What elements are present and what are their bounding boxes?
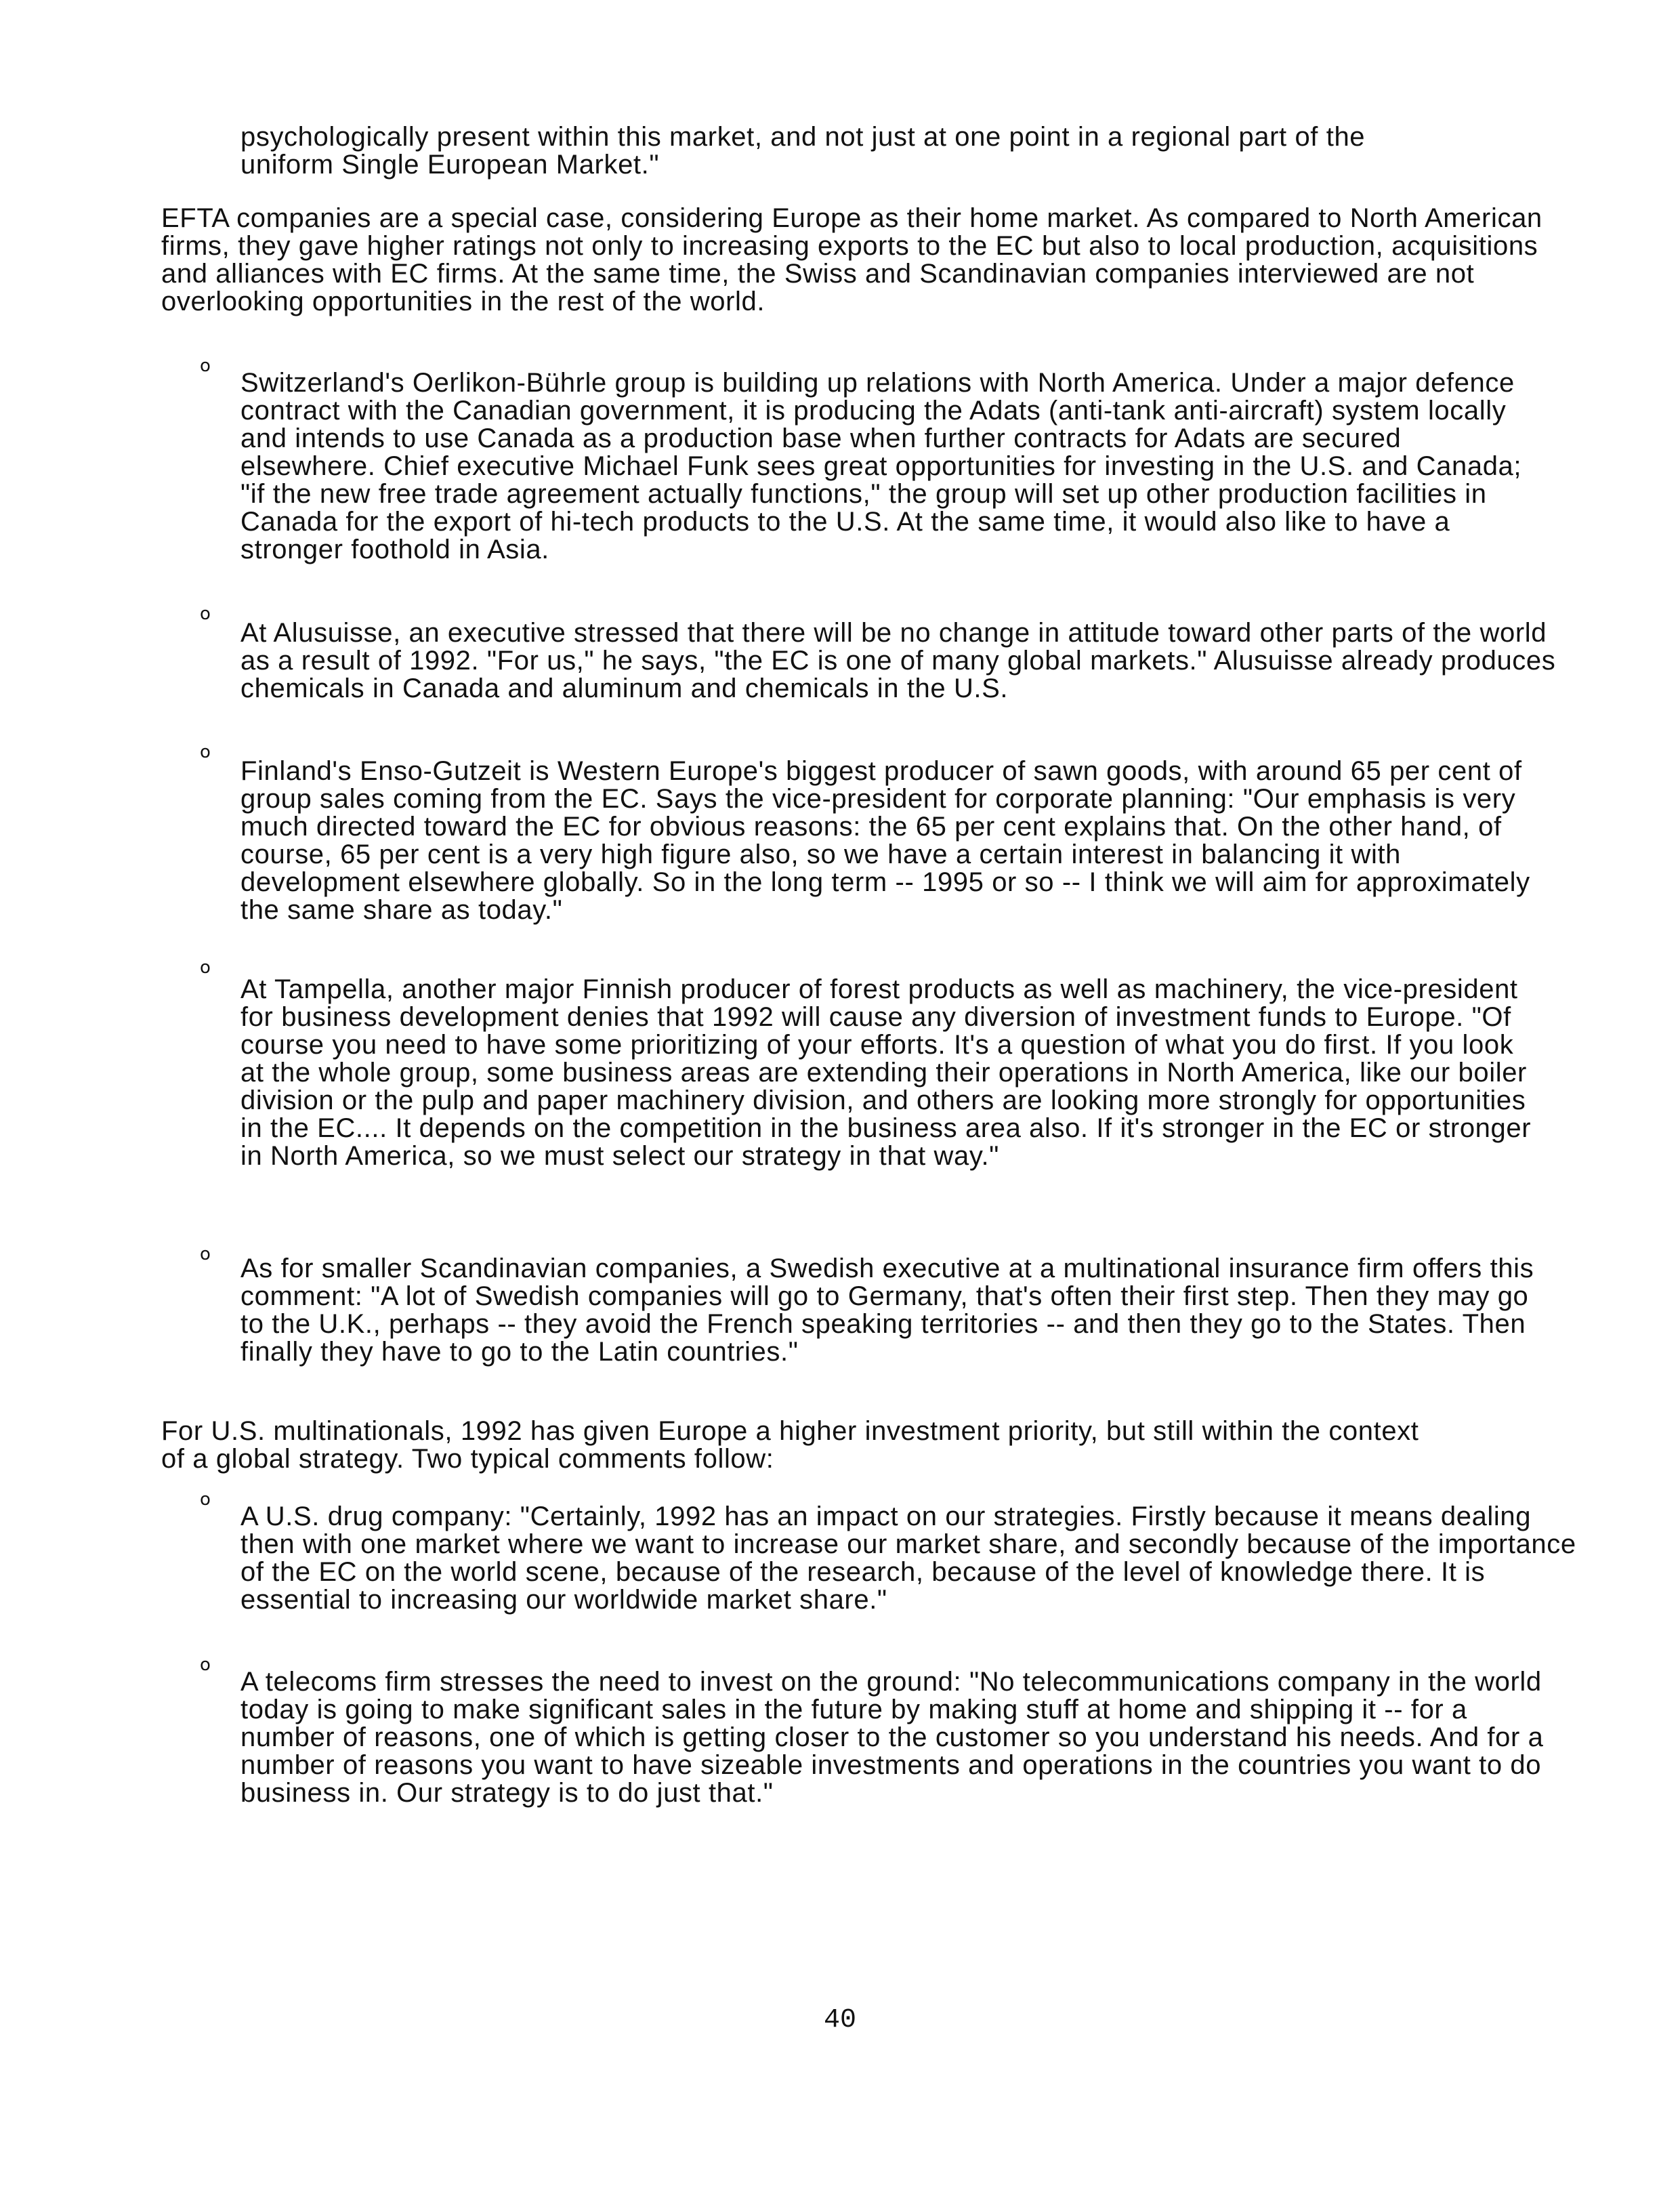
bullet-us-drug-company: A U.S. drug company: "Certainly, 1992 has an impact on our strategies. Firstly because it means dealing then with one market where we want to increase our market share, and secondly because of the importance of the EC on the world scene, because of the research, because of the level of knowledge there. It is essential to increasing our worldwide market share." <box>240 1502 1576 1615</box>
intro-continuation-paragraph: psychologically present within this market, and not just at one point in a regional part of the uniform Single European Market." <box>240 122 1366 180</box>
bullet-swedish-insurance: As for smaller Scandinavian companies, a Swedish executive at a multinational insurance firm offers this comment: "A lot of Swedish companies will go to Germany, that's often their first step. Then they may go to the U.K., perhaps -- they avoid the French speaking territories -- and then they go to the States. Then finally they have to go to the Latin countries." <box>240 1254 1534 1367</box>
page-number: 40 <box>823 2005 856 2035</box>
bullet-enso-gutzeit: Finland's Enso-Gutzeit is Western Europe's biggest producer of sawn goods, with around 65 per cent of group sales coming from the EC. Says the vice-president for corporate planning: "Our emphasis is very much directed toward the EC for obvious reasons: the 65 per cent explains that. On the other hand, of course, 65 per cent is a very high figure also, so we have a certain interest in balancing it with development elsewhere globally. So in the long term -- 1995 or so -- I think we will aim for approximately the same share as today." <box>240 756 1530 925</box>
bullet-marker: o <box>200 356 211 376</box>
efta-paragraph: EFTA companies are a special case, considering Europe as their home market. As compared to North American firms, they gave higher ratings not only to increasing exports to the EC but also to local production, acquisitions and alliances with EC firms. At the same time, the Swiss and Scandinavian companies interviewed are not overlooking opportunities in the rest of the world. <box>161 203 1542 316</box>
bullet-oerlikon-buhrle: Switzerland's Oerlikon-Bührle group is building up relations with North America. Under a major defence contract with the Canadian government, it is producing the Adats (anti-tank anti-aircraft) system locally and intends to use Canada as a production base when further contracts for Adats are secured elsewhere. Chief executive Michael Funk sees great opportunities for investing in the U.S. and Canada; "if the new free trade agreement actually functions," the group will set up other production facilities in Canada for the export of hi-tech products to the U.S. At the same time, it would also like to have a stronger foothold in Asia. <box>240 368 1522 564</box>
us-paragraph: For U.S. multinationals, 1992 has given Europe a higher investment priority, but still within the context of a global strategy. Two typical comments follow: <box>161 1416 1419 1474</box>
bullet-marker: o <box>200 1489 211 1510</box>
bullet-alusuisse: At Alusuisse, an executive stressed that there will be no change in attitude toward other parts of the world as a result of 1992. "For us," he says, "the EC is one of many global markets." Alusuisse already produces chemicals in Canada and aluminum and chemicals in the U.S. <box>240 618 1556 703</box>
bullet-tampella: At Tampella, another major Finnish producer of forest products as well as machinery, the vice-president for business development denies that 1992 will cause any diversion of investment funds to Europe. "Of course you need to have some prioritizing of your efforts. It's a question of what you do first. If you look at the whole group, some business areas are extending their operations in North America, like our boiler division or the pulp and paper machinery division, and others are looking more strongly for opportunities in the EC.... It depends on the competition in the business area also. If it's stronger in the EC or stronger in North America, so we must select our strategy in that way." <box>240 974 1532 1171</box>
bullet-marker: o <box>200 1655 211 1675</box>
bullet-marker: o <box>200 604 211 624</box>
bullet-marker: o <box>200 742 211 762</box>
bullet-telecoms-firm: A telecoms firm stresses the need to invest on the ground: "No telecommunications company in the world today is going to make significant sales in the future by making stuff at home and shipping it -- for a number of reasons, one of which is getting closer to the customer so you understand his needs. And for a number of reasons you want to have sizeable investments and operations in the countries you want to do business in. Our strategy is to do just that." <box>240 1667 1544 1808</box>
bullet-marker: o <box>200 1244 211 1264</box>
bullet-marker: o <box>200 957 211 978</box>
